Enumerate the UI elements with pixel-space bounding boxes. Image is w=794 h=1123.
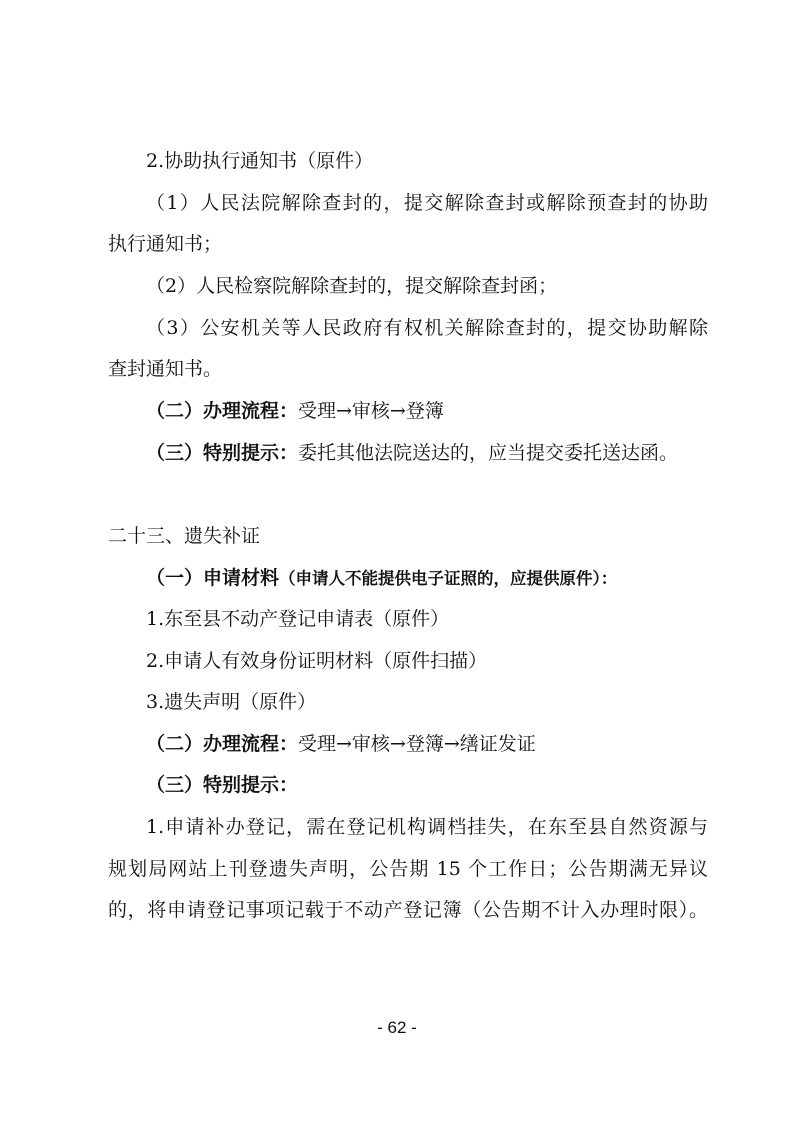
process-label: （二）办理流程： (146, 400, 299, 422)
tip-label-23: （三）特别提示： (146, 774, 299, 796)
process-label-23: （二）办理流程： (146, 733, 299, 755)
item2-sub1-line1: （1）人民法院解除查封的，提交解除查封或解除预查封的协助 (146, 192, 708, 214)
materials-heading (146, 566, 746, 591)
material-item-3: 3.遗失声明（原件） (146, 691, 317, 713)
tip-line-2: 规划局网站上刊登遗失声明，公告期 15 个工作日；公告期满无异议 (108, 858, 708, 880)
tip-value: 委托其他法院送达的，应当提交委托送达函。 (298, 442, 679, 464)
process-value-23: 受理→审核→登簿→缮证发证 (298, 733, 536, 755)
process-prev (146, 399, 746, 423)
item2-title: 2.协助执行通知书（原件） (146, 150, 374, 172)
section-heading: 二十三、遗失补证 (108, 525, 261, 547)
process-23 (146, 732, 746, 756)
tip-line-1: 1.申请补办登记，需在登记机构调档挂失，在东至县自然资源与 (146, 816, 708, 838)
item2-sub2: （2）人民检察院解除查封的，提交解除查封函； (146, 275, 558, 297)
item2-sub3-line2: 查封通知书。 (108, 358, 223, 380)
item2-sub3-line1: （3）公安机关等人民政府有权机关解除查封的，提交协助解除 (146, 317, 708, 339)
materials-label: （一）申请材料 (146, 567, 280, 589)
process-value: 受理→审核→登簿 (298, 400, 444, 422)
material-item-1: 1.东至县不动产登记申请表（原件） (146, 608, 450, 630)
item2-sub1-line2: 执行通知书； (108, 233, 223, 255)
materials-note: （申请人不能提供电子证照的，应提供原件）： (279, 569, 618, 588)
tip-prev (146, 441, 746, 465)
tip-label: （三）特别提示： (146, 442, 299, 464)
page-number: - 62 - (377, 1018, 417, 1037)
material-item-2: 2.申请人有效身份证明材料（原件扫描） (146, 650, 488, 672)
tip-line-3: 的，将申请登记事项记载于不动产登记簿（公告期不计入办理时限）。 (108, 899, 708, 921)
